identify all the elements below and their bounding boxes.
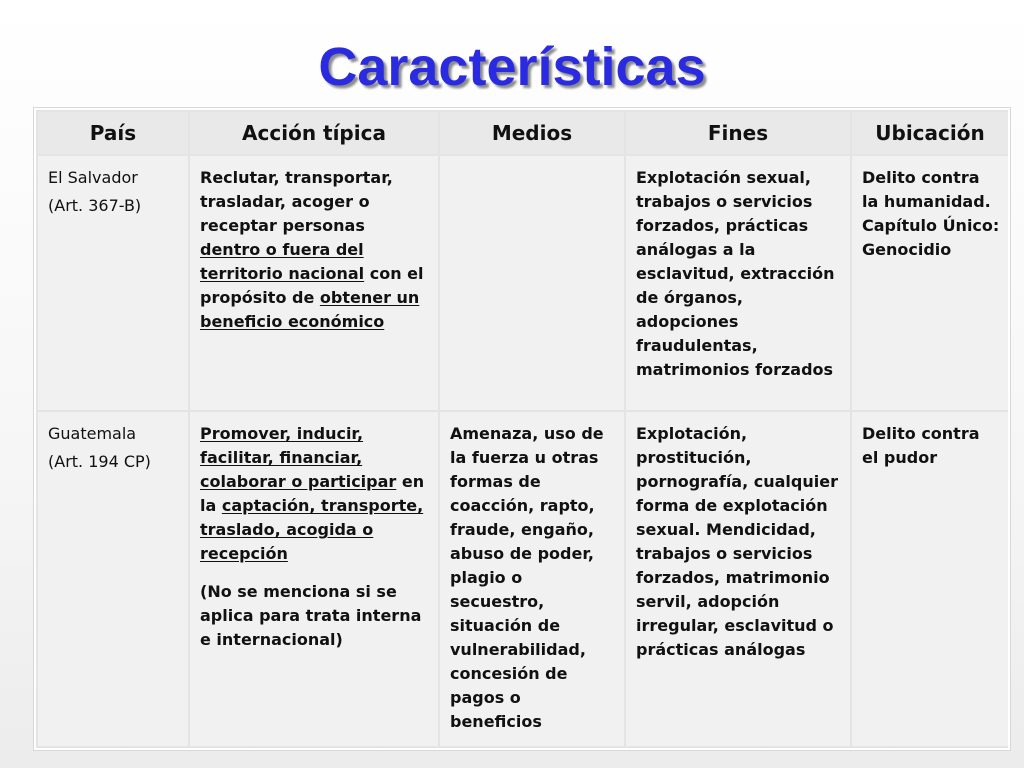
accion-underlined-text: Promover, inducir, facilitar, financiar, colaborar o participar <box>200 424 397 491</box>
cell-medios: Amenaza, uso de la fuerza u otras formas de coacción, rapto, fraude, engaño, abuso de poder, plagio o secuestro, situación de vulnerabilidad, concesión de pagos o beneficios <box>440 412 624 746</box>
country-name: Guatemala <box>48 424 137 443</box>
cell-fines: Explotación sexual, trabajos o servicios forzados, prácticas análogas a la esclavitud, extracción de órganos, adopciones fraudulentas, matrimonios forzados <box>626 156 850 410</box>
header-pais: País <box>38 112 188 154</box>
table-row-el-salvador <box>38 156 1008 410</box>
article-reference: (Art. 367-B) <box>48 196 142 215</box>
cell-ubicacion: Delito contra el pudor <box>852 412 1008 746</box>
characteristics-table <box>36 110 1010 748</box>
header-medios: Medios <box>440 112 624 154</box>
cell-ubicacion: Delito contra la humanidad. Capítulo Único: Genocidio <box>852 156 1008 410</box>
accion-text: en la <box>200 472 425 515</box>
cell-pais <box>38 156 188 410</box>
accion-text: con el propósito de <box>200 264 424 307</box>
cell-accion-tipica <box>190 156 438 410</box>
article-reference: (Art. 194 CP) <box>48 452 151 471</box>
slide-title: Características <box>318 37 706 97</box>
accion-underlined-text: captación, transporte, traslado, acogida o recepción <box>200 496 424 563</box>
accion-underlined-text: dentro o fuera del territorio nacional <box>200 240 365 283</box>
cell-accion-tipica <box>190 412 438 746</box>
characteristics-table-frame <box>34 108 1010 750</box>
accion-text: Reclutar, transportar, trasladar, acoger o receptar personas <box>200 168 393 235</box>
cell-medios <box>440 156 624 410</box>
header-accion-tipica: Acción típica <box>190 112 438 154</box>
country-name: El Salvador <box>48 168 138 187</box>
accion-note: (No se menciona si se aplica para trata interna e internacional) <box>200 582 422 649</box>
table-row-guatemala <box>38 412 1008 746</box>
header-fines: Fines <box>626 112 850 154</box>
table-header-row <box>38 112 1008 154</box>
accion-underlined-text: obtener un beneficio económico <box>200 288 420 331</box>
cell-fines: Explotación, prostitución, pornografía, cualquier forma de explotación sexual. Mendicidad, trabajos o servicios forzados, matrimonio servil, adopción irregular, esclavitud o prácticas análogas <box>626 412 850 746</box>
header-ubicacion: Ubicación <box>852 112 1008 154</box>
cell-pais <box>38 412 188 746</box>
